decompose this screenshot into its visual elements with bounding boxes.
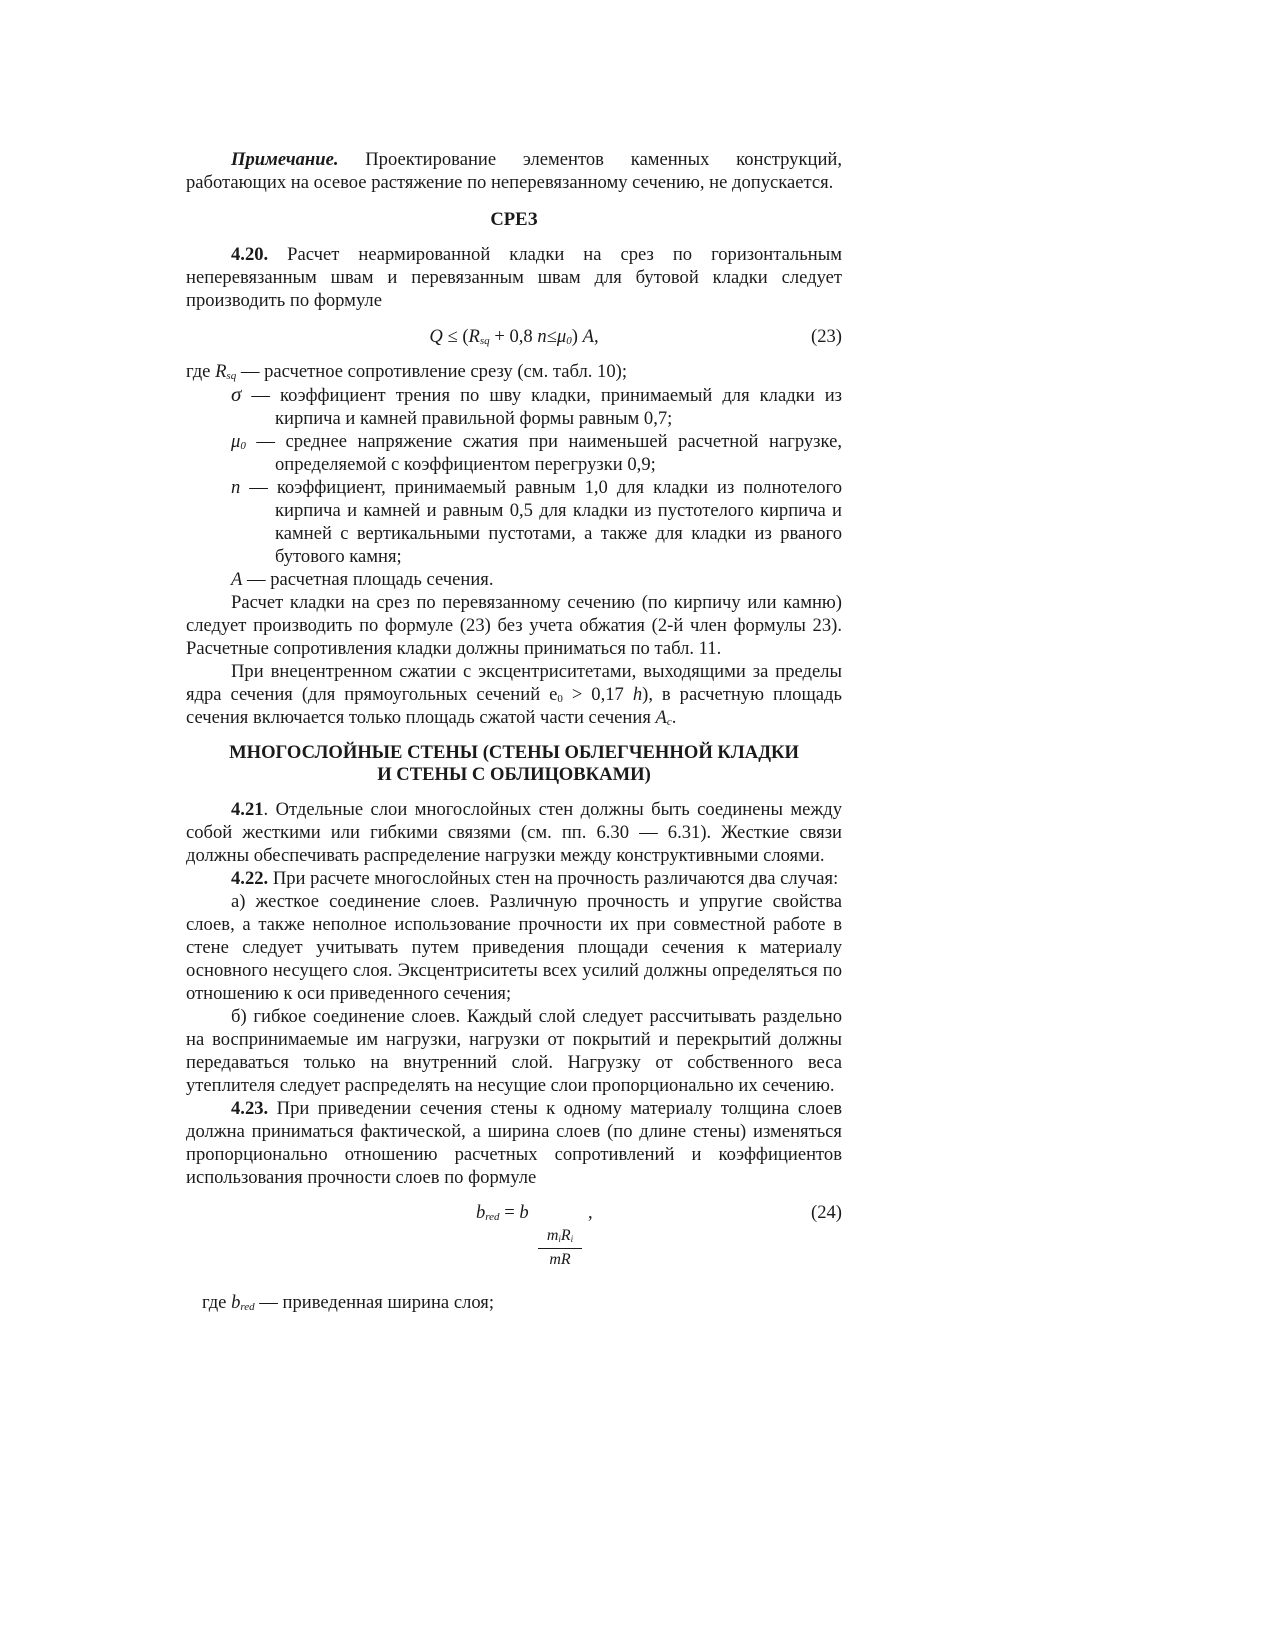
clause-number: 4.20. [231,244,269,265]
definition-mu0 [186,430,842,476]
document-page [186,148,842,1314]
definition-symbol: b [231,1292,241,1313]
where-word: где [202,1292,232,1313]
fraction-denominator: mR [549,1251,571,1268]
paragraph-4-22 [186,867,842,890]
formula-operator: ≤ ( [442,326,469,347]
paragraph-bonded-section: Расчет кладки на срез по перевязанному сечению (по кирпичу или камню) следует производить по формуле (23) без учета обжатия (2-й член формулы 23). Расчетные сопротивления кладки должны приниматься по табл. 11. [186,592,842,659]
paragraph-4-20 [186,243,842,312]
symbol: h [632,684,643,705]
formula-symbol: A [582,326,594,347]
formula-subscript: i [558,1234,561,1244]
definition-text: — приведенная ширина слоя; [254,1292,495,1313]
definition-text: — расчетное сопротивление срезу (см. табл. 10); [236,361,627,382]
definition-symbol: R [215,361,227,382]
definition-symbol: n [231,477,241,498]
definition-symbol: A [231,569,243,590]
formula-symbol: b [476,1202,486,1223]
formula-symbol: R [560,1227,571,1244]
formula-subscript: i [570,1234,574,1244]
definition-text: — коэффициент трения по шву кладки, принимаемый для кладки из кирпича и камней правильной формы равным 0,7; [241,385,842,429]
paragraph-text: При внецентренном сжатии с эксцентриситетами, выходящими за пределы ядра сечения (для прямоугольных сечений e [186,661,842,705]
paragraph-4-22-a: а) жесткое соединение слоев. Различную прочность и упругие свойства слоев, а также неполное использование прочности их при совместной работе в стене следует учитывать путем приведения площади сечения к материалу основного несущего слоя. Эксцентриситеты всех усилий должны определяться по отношению к оси приведенного сечения; [186,891,842,1004]
section-heading-shear: СРЕЗ [490,209,538,230]
where-word: где [186,361,216,382]
clause-number: 4.22. [231,868,269,889]
formula-symbol: R [468,326,480,347]
paragraph-4-22-b: б) гибкое соединение слоев. Каждый слой следует рассчитывать раздельно на воспринимаемые им нагрузки, нагрузки от покрытий и перекрытий должны передаваться только на внутренний слой. Нагрузку от собственного веса утеплителя следует распределять на несущие слои пропорционально их сечению. [186,1006,842,1096]
formula-operator: + 0,8 [489,326,538,347]
note-text: Проектирование элементов каменных конструкций, работающих на осевое растяжение по неперевязанному сечению, не допускается. [186,149,842,193]
formula-punctuation: , [588,1202,593,1223]
definition-subscript: red [240,1301,255,1313]
subscript: c [666,716,672,728]
symbol: A [655,707,667,728]
formula-operator: ≤ [546,326,557,347]
formula-symbol: n [537,326,547,347]
formula-punctuation: , [593,326,599,347]
formula-operator: = [499,1202,520,1223]
definition-bred [186,1291,842,1314]
clause-number: 4.21 [231,799,264,820]
formula-operator: ) [571,326,583,347]
paragraph-4-21 [186,798,842,867]
paragraph-4-23 [186,1097,842,1189]
subscript: 0 [557,693,563,705]
formula-symbol: m [546,1227,559,1244]
formula-number: (23) [811,326,842,347]
definition-a [186,568,842,591]
formula-symbol: b [519,1202,529,1223]
clause-number: 4.23. [231,1098,269,1119]
paragraph-text: ), в расчетную площадь сечения включается только площадь сжатой части сечения [186,684,842,728]
paragraph-text: При расчете многослойных стен на прочность различаются два случая: [268,868,839,889]
formula-symbol: Q [429,326,443,347]
fraction-numerator [538,1225,582,1249]
formula-subscript: 0 [566,335,572,347]
paragraph-text: При приведении сечения стены к одному материалу толщина слоев должна приниматься фактической, а ширина слоев (по длине стены) изменяться пропорционально отношению расчетных сопротивлений и коэффициентов использования прочности слоев по формуле [186,1098,842,1188]
heading-line: И СТЕНЫ С ОБЛИЦОВКАМИ) [377,764,651,785]
note-paragraph [186,148,842,194]
paragraph-eccentric [186,660,842,729]
paragraph-text: Расчет неармированной кладки на срез по горизонтальным неперевязанным швам и перевязанным швам для бутовой кладки следует производить по формуле [186,244,842,311]
formula-fraction [538,1225,582,1271]
punctuation: . [671,707,677,728]
formula-symbol: μ [556,326,567,347]
paragraph-text: . Отдельные слои многослойных стен должны быть соединены между собой жесткими или гибкими связями (см. пп. 6.30 — 6.31). Жесткие связи должны обеспечивать распределение нагрузки между конструктивными слоями. [186,799,842,866]
definition-subscript: 0 [240,440,246,452]
definition-text: — расчетная площадь сечения. [242,569,494,590]
definition-symbol: μ [231,431,241,452]
definition-sigma [186,383,842,430]
definition-symbol: σ [231,382,242,406]
definition-rsq [186,360,842,383]
section-heading-multilayer [186,742,842,786]
note-label: Примечание. [231,149,339,170]
formula-24 [186,1201,842,1277]
formula-expression [186,325,842,348]
formula-23 [186,325,842,348]
formula-number: (24) [811,1202,842,1223]
paragraph-text: > 0,17 [562,684,633,705]
definition-text: — коэффициент, принимаемый равным 1,0 для кладки из полнотелого кирпича и камней и равным 0,5 для кладки из пустотелого кирпича и камней с вертикальными пустотами, а также для кладки из рваного бутового камня; [240,477,842,567]
formula-subscript: sq [479,335,490,347]
definition-text: — среднее напряжение сжатия при наименьшей расчетной нагрузке, определяемой с коэффициентом перегрузки 0,9; [245,431,842,475]
definition-subscript: sq [226,370,237,382]
heading-line: МНОГОСЛОЙНЫЕ СТЕНЫ (СТЕНЫ ОБЛЕГЧЕННОЙ КЛАДКИ [229,742,799,763]
formula-subscript: red [485,1211,500,1223]
formula-expression [476,1201,529,1224]
definition-n [186,476,842,568]
